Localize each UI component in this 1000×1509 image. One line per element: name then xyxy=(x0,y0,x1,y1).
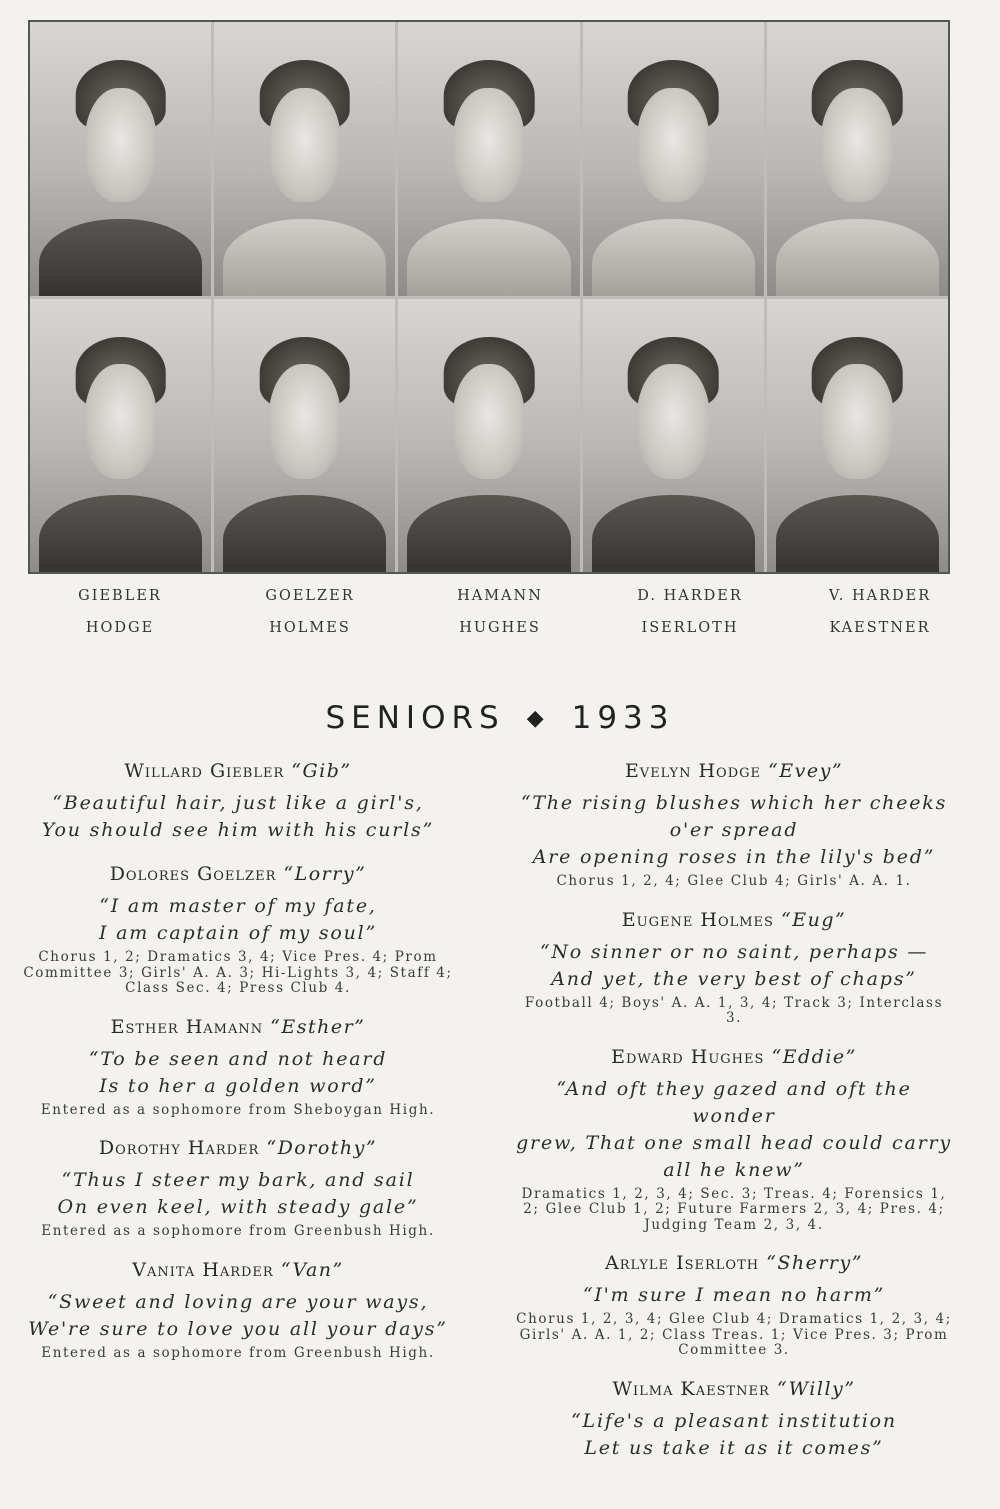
senior-quote xyxy=(18,1167,458,1221)
shoulders-shape xyxy=(776,219,939,296)
portrait-caption: KAESTNER xyxy=(829,620,931,636)
portrait-caption: V. HARDER xyxy=(828,588,932,604)
quote-line: “I am master of my fate, xyxy=(99,895,377,917)
senior-name xyxy=(514,760,954,782)
senior-name xyxy=(18,760,458,782)
senior-quote xyxy=(514,1408,954,1462)
senior-activities: Entered as a sophomore from Sheboygan High. xyxy=(40,1101,436,1118)
senior-nickname: “Dorothy” xyxy=(266,1137,378,1159)
shoulders-shape xyxy=(39,219,202,296)
portrait-photo xyxy=(214,22,395,296)
quote-line: “I'm sure I mean no harm” xyxy=(582,1284,886,1306)
quote-line: “Beautiful hair, just like a girl's, xyxy=(52,792,424,814)
quote-line: “Thus I steer my bark, and sail xyxy=(61,1169,415,1191)
quote-line: o'er spread xyxy=(669,819,799,841)
senior-entry xyxy=(18,1137,458,1240)
heading-year: 1933 xyxy=(571,700,675,736)
senior-name xyxy=(18,1137,458,1159)
senior-entry xyxy=(514,909,954,1027)
shoulders-shape xyxy=(223,495,386,572)
senior-activities: Chorus 1, 2, 3, 4; Glee Club 4; Dramatics 1, 2, 3, 4; Girls' A. A. 1, 2; Class Treas. 1; Vice Pres. 3; Prom Committee 3. xyxy=(516,1311,952,1358)
quote-line: And yet, the very best of chaps” xyxy=(551,967,917,990)
portrait-photo xyxy=(767,22,948,296)
senior-activities: Chorus 1, 2; Dramatics 3, 4; Vice Pres. 4; Prom Committee 3; Girls' A. A. 3; Hi-Lights 3, 4; Staff 4; Class Sec. 4; Press Club 4. xyxy=(23,949,453,996)
portrait-caption: HOLMES xyxy=(269,620,351,636)
portrait-caption: HODGE xyxy=(85,620,155,636)
portrait-grid xyxy=(28,20,950,574)
senior-activities: Entered as a sophomore from Greenbush High. xyxy=(41,1223,435,1239)
senior-full-name: Eugene Holmes xyxy=(621,908,781,931)
senior-nickname: “Eug” xyxy=(781,908,847,931)
quote-line: “To be seen and not heard xyxy=(88,1047,388,1070)
senior-name xyxy=(18,863,458,885)
quote-line: grew, That one small head could carry xyxy=(516,1131,952,1154)
portrait-photo xyxy=(398,22,579,296)
face-shape xyxy=(269,88,341,203)
senior-activities: Chorus 1, 2, 4; Glee Club 4; Girls' A. A. 1. xyxy=(556,873,912,889)
shoulders-shape xyxy=(223,219,386,296)
portrait-photo xyxy=(214,299,395,573)
portrait-photo xyxy=(30,22,211,296)
senior-quote xyxy=(18,1289,458,1343)
senior-quote xyxy=(514,1282,954,1309)
senior-name xyxy=(18,1259,458,1281)
quote-line: “No sinner or no saint, perhaps — xyxy=(539,940,929,963)
shoulders-shape xyxy=(592,495,755,572)
senior-full-name: Dorothy Harder xyxy=(98,1137,267,1159)
senior-nickname: “Willy” xyxy=(776,1377,856,1400)
senior-nickname: “Gib” xyxy=(291,760,352,782)
portrait-caption: D. HARDER xyxy=(637,588,743,604)
senior-entry xyxy=(514,1252,954,1359)
quote-line: Is to her a golden word” xyxy=(99,1074,377,1097)
quote-line: You should see him with his curls” xyxy=(41,819,435,841)
senior-name xyxy=(18,1016,458,1038)
portrait-caption: ISERLOTH xyxy=(641,620,739,636)
quote-line: “Life's a pleasant institution xyxy=(571,1409,897,1432)
senior-quote xyxy=(514,1076,954,1184)
senior-nickname: “Eddie” xyxy=(771,1045,857,1068)
quote-line: all he knew” xyxy=(663,1158,805,1181)
quote-line: “Sweet and loving are your ways, xyxy=(47,1290,429,1313)
face-shape xyxy=(84,88,156,203)
shoulders-shape xyxy=(407,495,570,572)
senior-entry xyxy=(514,760,954,890)
senior-entry xyxy=(514,1378,954,1462)
quote-line: Let us take it as it comes” xyxy=(584,1436,884,1459)
senior-name xyxy=(514,909,954,931)
page-heading xyxy=(0,700,1000,736)
face-shape xyxy=(637,88,709,203)
quote-line: “And oft they gazed and oft the wonder xyxy=(556,1077,912,1127)
face-shape xyxy=(821,364,893,479)
senior-quote xyxy=(18,1046,458,1100)
portrait-caption: HUGHES xyxy=(459,620,541,636)
senior-nickname: “Sherry” xyxy=(766,1252,863,1274)
quote-line: Are opening roses in the lily's bed” xyxy=(532,846,936,868)
senior-nickname: “Esther” xyxy=(270,1015,366,1038)
senior-activities: Entered as a sophomore from Greenbush High. xyxy=(41,1344,435,1361)
portrait-photo xyxy=(583,299,764,573)
senior-activities: Football 4; Boys' A. A. 1, 3, 4; Track 3; Interclass 3. xyxy=(524,994,944,1026)
seniors-right-column xyxy=(514,760,954,1481)
portrait-photo xyxy=(583,22,764,296)
senior-full-name: Esther Hamann xyxy=(110,1015,271,1038)
shoulders-shape xyxy=(776,495,939,572)
senior-entry xyxy=(18,1016,458,1119)
senior-nickname: “Lorry” xyxy=(283,863,367,885)
senior-full-name: Dolores Goelzer xyxy=(109,863,284,885)
quote-line: We're sure to love you all your days” xyxy=(28,1317,448,1340)
shoulders-shape xyxy=(39,495,202,572)
face-shape xyxy=(821,88,893,203)
senior-quote xyxy=(18,893,458,947)
senior-name xyxy=(514,1252,954,1274)
senior-quote xyxy=(514,790,954,871)
quote-line: “The rising blushes which her cheeks xyxy=(520,792,948,814)
senior-activities: Dramatics 1, 2, 3, 4; Sec. 3; Treas. 4; Forensics 1, 2; Glee Club 1, 2; Future Farmers 2, 3, 4; Pres. 4; Judging Team 2, 3, 4. xyxy=(521,1185,947,1233)
senior-full-name: Arlyle Iserloth xyxy=(605,1252,767,1274)
portrait-photo xyxy=(30,299,211,573)
quote-line: On even keel, with steady gale” xyxy=(57,1196,419,1218)
face-shape xyxy=(84,364,156,479)
face-shape xyxy=(637,364,709,479)
senior-full-name: Wilma Kaestner xyxy=(612,1377,777,1400)
shoulders-shape xyxy=(407,219,570,296)
senior-quote xyxy=(514,939,954,993)
portrait-caption: GIEBLER xyxy=(78,588,162,604)
senior-name xyxy=(514,1378,954,1400)
diamond-icon: ◆ xyxy=(526,706,550,731)
portrait-photo xyxy=(767,299,948,573)
senior-entry xyxy=(514,1046,954,1234)
face-shape xyxy=(269,364,341,479)
senior-entry xyxy=(18,760,458,844)
portrait-photo xyxy=(398,299,579,573)
senior-name xyxy=(514,1046,954,1068)
senior-nickname: “Evey” xyxy=(768,760,844,782)
face-shape xyxy=(453,364,525,479)
senior-entry xyxy=(18,863,458,997)
portrait-caption: GOELZER xyxy=(265,588,355,604)
senior-full-name: Edward Hughes xyxy=(611,1045,772,1068)
senior-full-name: Vanita Harder xyxy=(132,1258,281,1281)
heading-seniors: SENIORS xyxy=(325,700,505,736)
senior-full-name: Willard Giebler xyxy=(124,760,292,782)
senior-nickname: “Van” xyxy=(280,1258,344,1281)
face-shape xyxy=(453,88,525,203)
portrait-captions xyxy=(25,588,975,636)
seniors-left-column xyxy=(18,760,458,1380)
senior-full-name: Evelyn Hodge xyxy=(624,760,769,782)
quote-line: I am captain of my soul” xyxy=(98,922,378,944)
portrait-caption: HAMANN xyxy=(457,588,543,604)
shoulders-shape xyxy=(592,219,755,296)
senior-quote xyxy=(18,790,458,844)
senior-entry xyxy=(18,1259,458,1362)
